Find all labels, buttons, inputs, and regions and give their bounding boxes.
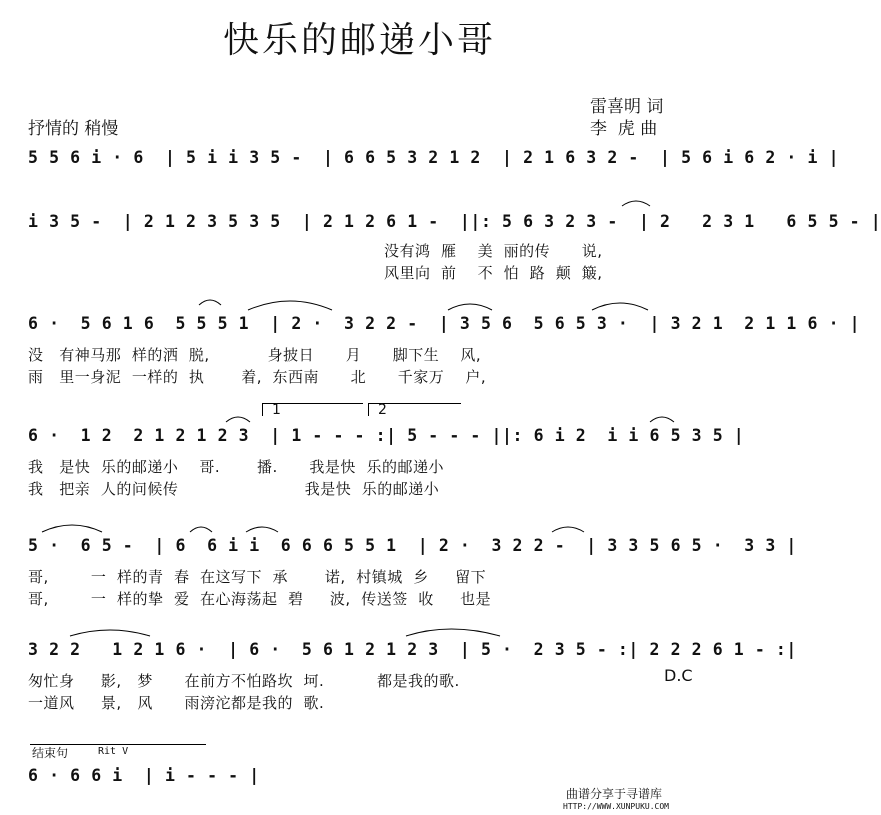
slur-arc bbox=[592, 303, 648, 310]
watermark-url: HTTP://WWW.XUNPUKU.COM bbox=[563, 802, 669, 811]
slur-arc bbox=[552, 527, 584, 532]
lyricist-credit: 雷喜明 词 bbox=[590, 97, 664, 117]
notation-line-2: i 3 5 - | 2 1 2 3 5 3 5 | 2 1 2 6 1 - ||: 5 6 3 2 3 - | 2 2 3 1 6 5 5 - | bbox=[28, 212, 881, 231]
lyric-line-5-verse-1: 哥, 一 样的青 春 在这写下 承 诺, 村镇城 乡 留下 bbox=[28, 568, 487, 586]
slur-arc bbox=[246, 527, 278, 532]
slur-arc bbox=[190, 527, 212, 532]
ending-label: 结束句 bbox=[32, 746, 69, 760]
lyric-line-4-verse-1: 我 是快 乐的邮递小 哥. 播. 我是快 乐的邮递小 bbox=[28, 458, 444, 476]
lyric-line-5-verse-2: 哥, 一 样的挚 爱 在心海荡起 碧 波, 传送签 收 也是 bbox=[28, 590, 492, 608]
lyric-line-4-verse-2: 我 把亲 人的问候传 我是快 乐的邮递小 bbox=[28, 480, 440, 498]
notation-line-3: 6 · 5 6 1 6 5 5 5 1 | 2 · 3 2 2 - | 3 5 6 5 6 5 3 · | 3 2 1 2 1 1 6 · | bbox=[28, 314, 861, 333]
slur-arc bbox=[226, 417, 250, 422]
slur-arc bbox=[70, 630, 150, 636]
notation-line-6: 3 2 2 1 2 1 6 · | 6 · 5 6 1 2 1 2 3 | 5 · 2 3 5 - :| 2 2 2 6 1 - :| bbox=[28, 640, 797, 659]
lyric-line-6-verse-2: 一道风 景, 风 雨滂沱都是我的 歌. bbox=[28, 694, 325, 712]
notation-line-4: 6 · 1 2 2 1 2 1 2 3 | 1 - - - :| 5 - - - ||: 6 i 2 i i 6 5 3 5 | bbox=[28, 426, 745, 445]
slur-arc bbox=[42, 525, 102, 532]
composer-credit: 李 虎 曲 bbox=[590, 119, 658, 139]
slur-arc bbox=[406, 629, 500, 636]
song-title: 快乐的邮递小哥 bbox=[222, 20, 496, 61]
lyric-line-2-verse-1: 没有鸿 雁 美 丽的传 说, bbox=[384, 242, 603, 260]
notation-line-5: 5 · 6 5 - | 6 6 i i 6 6 6 5 5 1 | 2 · 3 2 2 - | 3 3 5 6 5 · 3 3 | bbox=[28, 536, 797, 555]
lyric-line-2-verse-2: 风里向 前 不 怕 路 颠 簸, bbox=[384, 264, 603, 282]
slur-arc bbox=[248, 301, 332, 310]
dc-marking: D.C bbox=[664, 666, 693, 685]
slur-arc bbox=[622, 201, 650, 206]
volta-number-1: 1 bbox=[272, 402, 281, 418]
watermark-text: 曲谱分享于寻谱库 bbox=[566, 787, 663, 801]
slur-arc bbox=[199, 300, 221, 305]
lyric-line-3-verse-1: 没 有神马那 样的洒 脱, 身披日 月 脚下生 风, bbox=[28, 346, 482, 364]
slur-arc bbox=[448, 304, 492, 310]
notation-line-7: 6 · 6 6 i | i - - - | bbox=[28, 766, 260, 785]
slur-arc bbox=[650, 417, 674, 422]
lyric-line-6-verse-1: 匆忙身 影, 梦 在前方不怕路坎 坷. 都是我的歌. bbox=[28, 672, 460, 690]
ritardando-label: Rit V bbox=[98, 746, 129, 757]
volta-number-2: 2 bbox=[378, 402, 387, 418]
notation-line-1: 5 5 6 i · 6 | 5 i i 3 5 - | 6 6 5 3 2 1 2 | 2 1 6 3 2 - | 5 6 i 6 2 · i | bbox=[28, 148, 840, 167]
lyric-line-3-verse-2: 雨 里一身泥 一样的 执 着, 东西南 北 千家万 户, bbox=[28, 368, 487, 386]
tempo-marking: 抒情的 稍慢 bbox=[28, 119, 119, 139]
